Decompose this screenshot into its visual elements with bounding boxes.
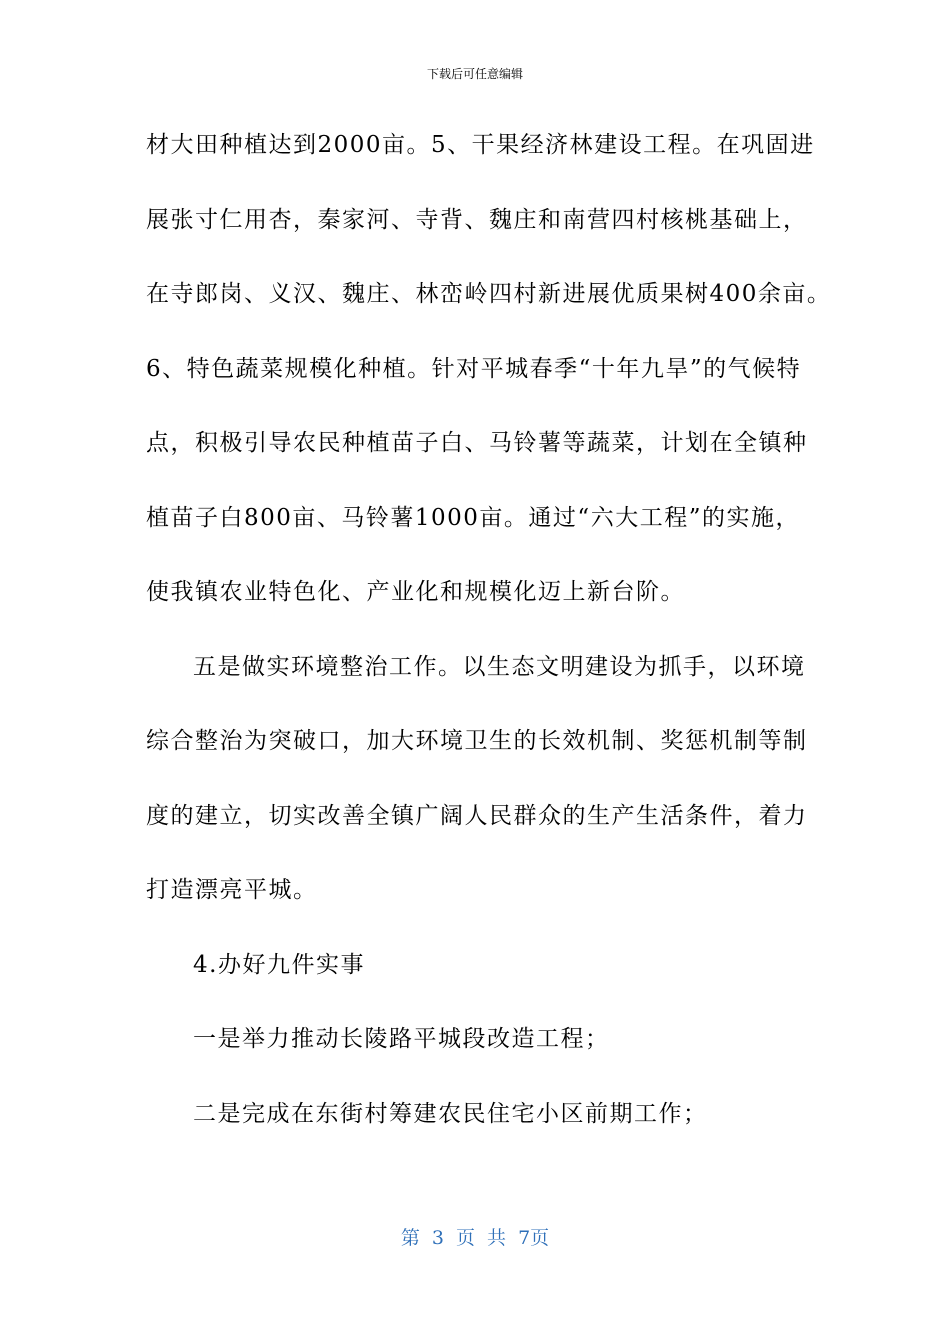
text-line: 打造漂亮平城。: [146, 877, 318, 903]
text-line: 综合整治为突破口，加大环境卫生的长效机制、奖惩机制等制: [146, 728, 808, 754]
document-body: [146, 120, 832, 1163]
text-line: 展张寸仁用杏，秦家河、寺背、魏庄和南营四村核桃基础上，: [146, 206, 808, 233]
text-line: 度的建立，切实改善全镇广阔人民群众的生产生活条件，着力: [146, 802, 808, 829]
text-line: 使我镇农业特色化、产业化和规模化迈上新台阶。: [146, 579, 685, 605]
page-header: 下载后可任意编辑: [426, 67, 523, 81]
section-heading: 4.办好九件实事: [193, 951, 365, 978]
list-item: 二是完成在东街村筹建农民住宅小区前期工作；: [193, 1100, 708, 1127]
paragraph-start-line: 五是做实环境整治工作。以生态文明建设为抓手，以环境: [193, 653, 806, 680]
text-line: 材大田种植达到2000亩。5、干果经济林建设工程。在巩固进: [146, 132, 815, 158]
text-line: 点，积极引导农民种植苗子白、马铃薯等蔬菜，计划在全镇种: [146, 430, 808, 456]
page-number-footer: 第 3 页 共 7页: [400, 1227, 550, 1249]
list-item: 一是举力推动长陵路平城段改造工程；: [193, 1026, 610, 1052]
text-line: 植苗子白800亩、马铃薯1000亩。通过“六大工程”的实施，: [146, 504, 800, 531]
text-line: 6、特色蔬菜规模化种植。针对平城春季“十年九旱”的气候特: [146, 355, 802, 382]
text-line: 在寺郎岗、义汉、魏庄、林峦岭四村新进展优质果树400余亩。: [146, 281, 832, 307]
